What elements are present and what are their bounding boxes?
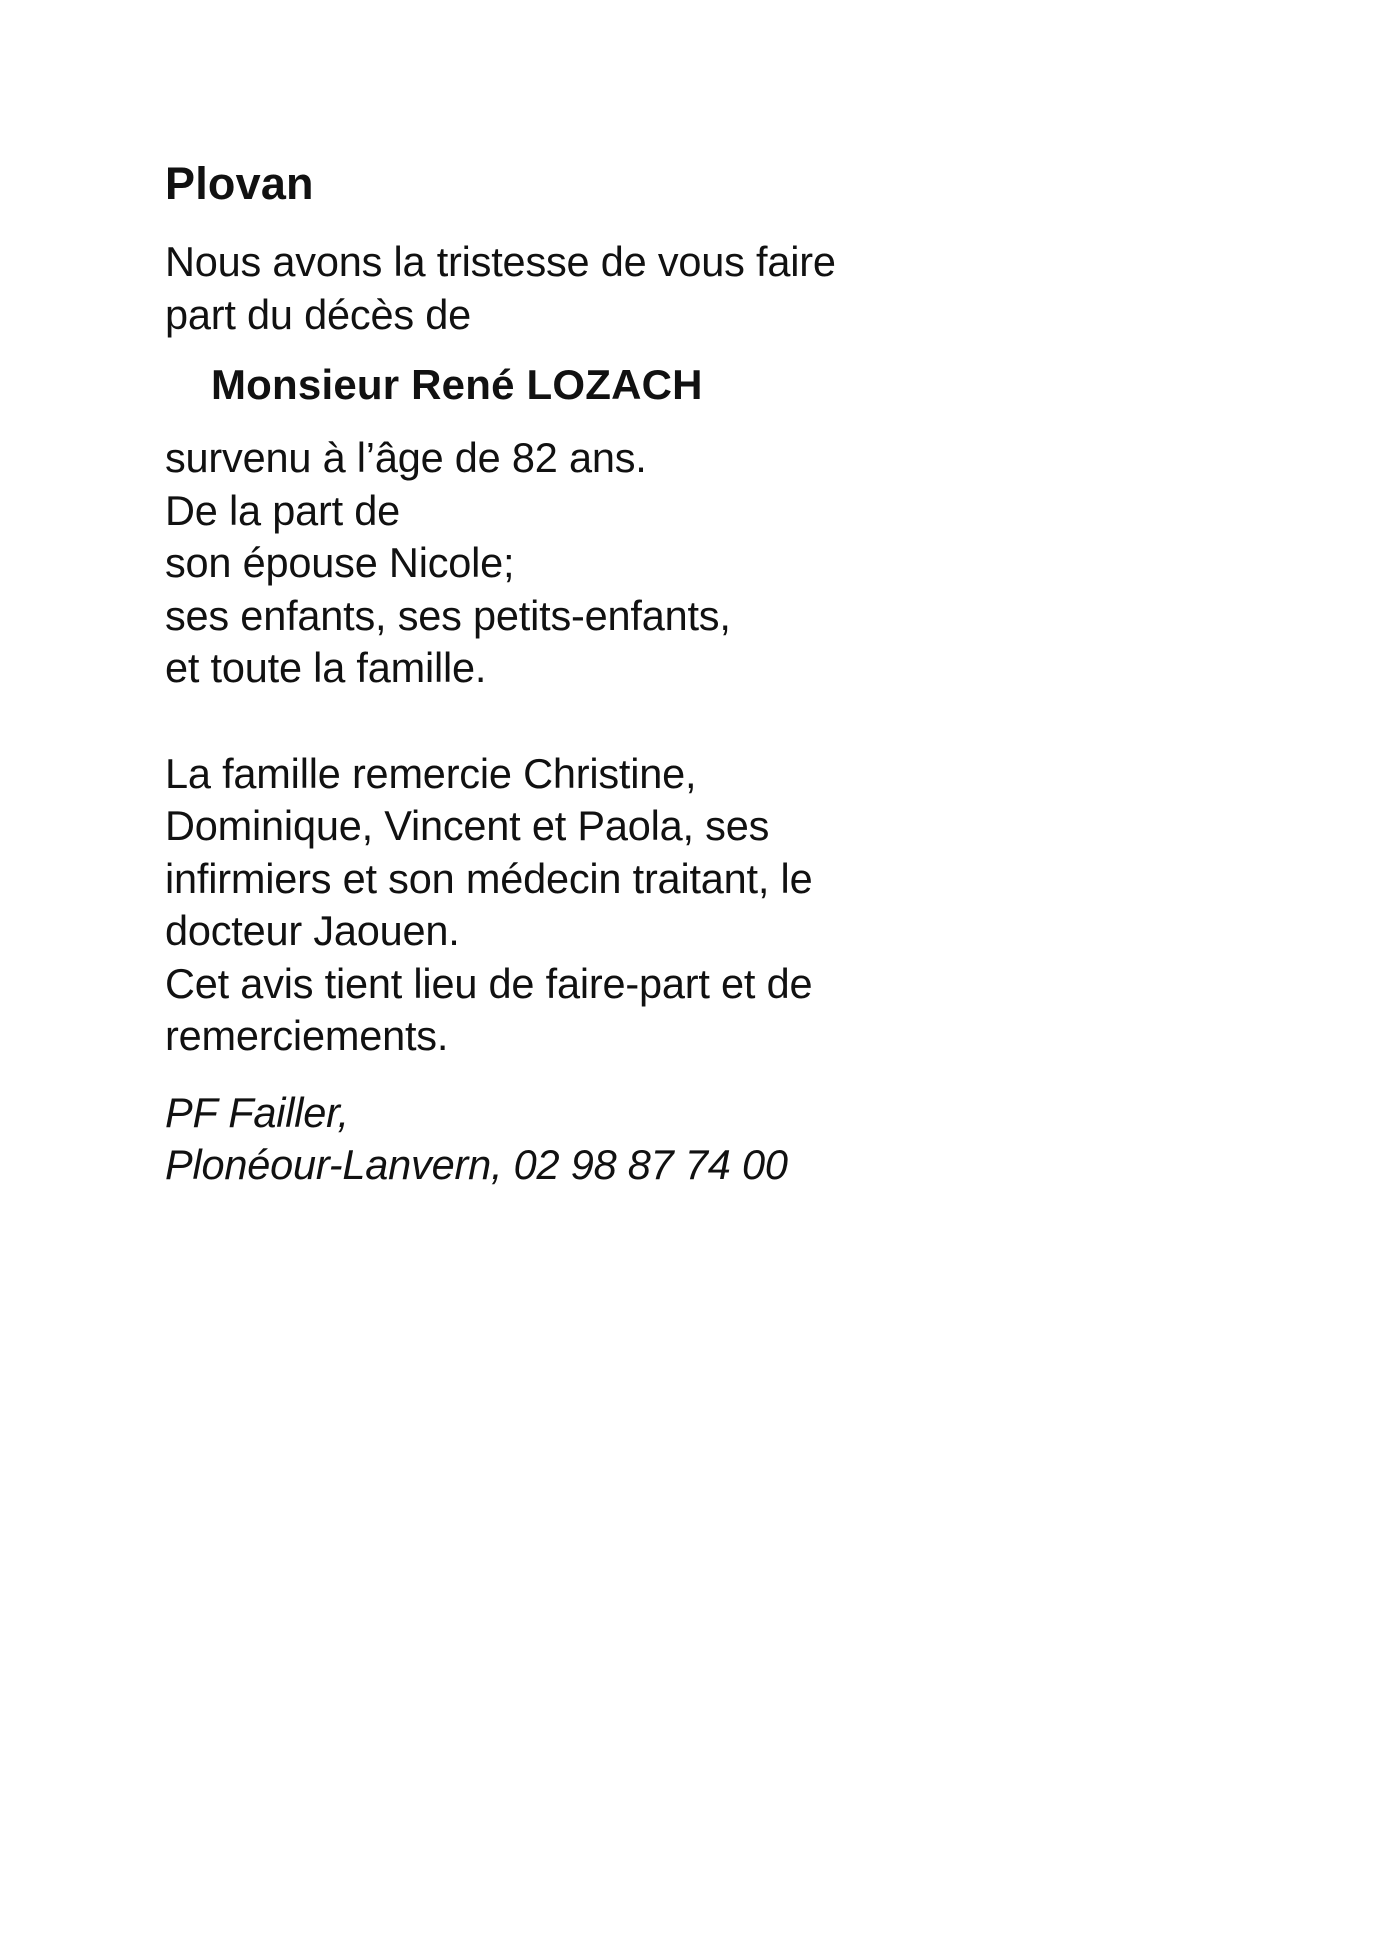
thanks-line: Dominique, Vincent et Paola, ses: [165, 802, 770, 849]
signature-line: Plonéour-Lanvern, 02 98 87 74 00: [165, 1141, 788, 1188]
family-line: De la part de: [165, 486, 401, 534]
family-line: son épouse Nicole;: [165, 539, 515, 586]
thanks-line: Cet avis tient lieu de faire-part et de: [165, 959, 813, 1007]
family-line: ses enfants, ses petits-enfants,: [165, 591, 731, 639]
town-heading: Plovan: [165, 158, 314, 209]
intro-line: Nous avons la tristesse de vous faire: [165, 238, 836, 285]
thanks-paragraph: [165, 748, 1065, 1063]
funeral-home-signature: [165, 1087, 1065, 1192]
intro-paragraph: [165, 236, 1065, 341]
thanks-line: remerciements.: [165, 1012, 449, 1059]
thanks-line: docteur Jaouen.: [165, 907, 460, 954]
thanks-line: La famille remercie Christine,: [165, 749, 697, 797]
intro-line: part du décès de: [165, 290, 471, 338]
deceased-name: Monsieur René LOZACH: [211, 361, 703, 408]
obituary-notice: [165, 158, 1065, 1192]
paragraph-spacer: [165, 695, 1065, 748]
thanks-line: infirmiers et son médecin traitant, le: [165, 854, 813, 902]
family-line: et toute la famille.: [165, 644, 487, 691]
family-line: survenu à l’âge de 82 ans.: [165, 434, 647, 481]
signature-line: PF Failler,: [165, 1088, 349, 1136]
family-paragraph: [165, 432, 1065, 695]
